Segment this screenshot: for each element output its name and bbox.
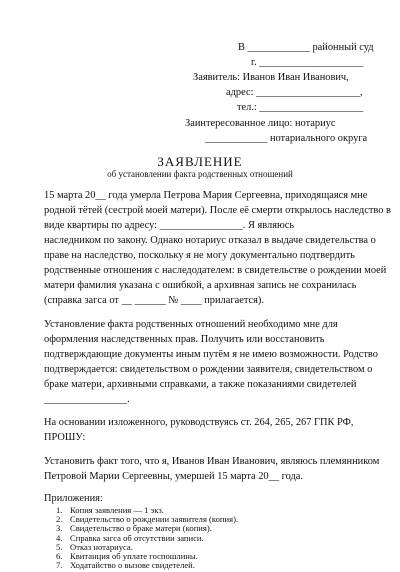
body-line: виде квартиры по адресу: ________________. Я являюсь — [44, 220, 295, 231]
phone-line: тел.: ____________________ — [237, 102, 364, 113]
body-line: праве на наследство, поскольку я не могу документально подтвердить — [44, 250, 355, 261]
body-line: Установление факта родственных отношений необходимо мне для — [44, 319, 338, 330]
document-title: ЗАЯВЛЕНИЕ — [157, 154, 243, 169]
body-line: наследником по закону. Однако нотариус отказал в выдаче свидетельства о — [44, 235, 376, 246]
city-line: г. ____________________ — [251, 57, 364, 68]
attachment-item: 4. Справка загса об отсутствии записи. — [56, 532, 204, 543]
body-line: (справка загса от __ ______ № ____ прилагается). — [44, 295, 264, 306]
attachment-item: 2. Свидетельство о рождении заявителя (копия). — [56, 514, 239, 525]
attachments-label: Приложения: — [44, 493, 103, 504]
body-line: браке матери, архивными справками, а также показаниями свидетелей — [44, 379, 357, 390]
body-line: подтверждается: свидетельством о рождении заявителя, свидетельством о — [44, 364, 373, 375]
attachment-item: 5. Отказ нотариуса. — [56, 541, 133, 552]
attachment-item: 1. Копия заявления — 1 экз. — [56, 505, 164, 515]
body-line: матери фамилия указана с ошибкой, а архивная запись не сохранилась — [44, 280, 357, 291]
body-line: Петровой Марии Сергеевны, умершей 15 марта 20__ года. — [44, 471, 304, 482]
attachment-item: 6. Квитанция об уплате госпошлины. — [56, 551, 198, 561]
body-line: оформления наследственных прав. Получить или восстановить — [44, 334, 325, 345]
body-line: На основании изложенного, руководствуясь ст. 264, 265, 267 ГПК РФ, — [44, 417, 354, 428]
attachment-item: 3. Свидетельство о браке матери (копия). — [56, 523, 212, 534]
request-heading: ПРОШУ: — [44, 432, 86, 443]
notary-district-line: ____________ нотариального округа — [205, 133, 368, 144]
body-line: родной тётей (сестрой моей матери). После её смерти открылось наследство в — [44, 205, 391, 216]
body-line: подтверждающие документы иным путём я не имею возможности. Родство — [44, 349, 378, 360]
attachment-item: 7. Ходатайство о вызове свидетелей. — [56, 560, 195, 571]
address-line: адрес: ____________________, — [226, 87, 363, 98]
body-line: 15 марта 20__ года умерла Петрова Мария Сергеевна, приходящаяся мне — [44, 190, 368, 201]
body-line: ________________. — [44, 394, 130, 405]
document-subtitle: об установлении факта родственных отношений — [107, 169, 293, 179]
body-line: Установить факт того, что я, Иванов Иван Иванович, являюсь племянником — [44, 456, 380, 467]
court-line: В ____________ районный суд — [238, 42, 374, 53]
interested-party-line: Заинтересованное лицо: нотариус — [185, 118, 336, 129]
applicant-line: Заявитель: Иванов Иван Иванович, — [193, 72, 349, 83]
body-line: родственные отношения с наследодателем: в свидетельстве о рождении моей — [44, 265, 387, 276]
